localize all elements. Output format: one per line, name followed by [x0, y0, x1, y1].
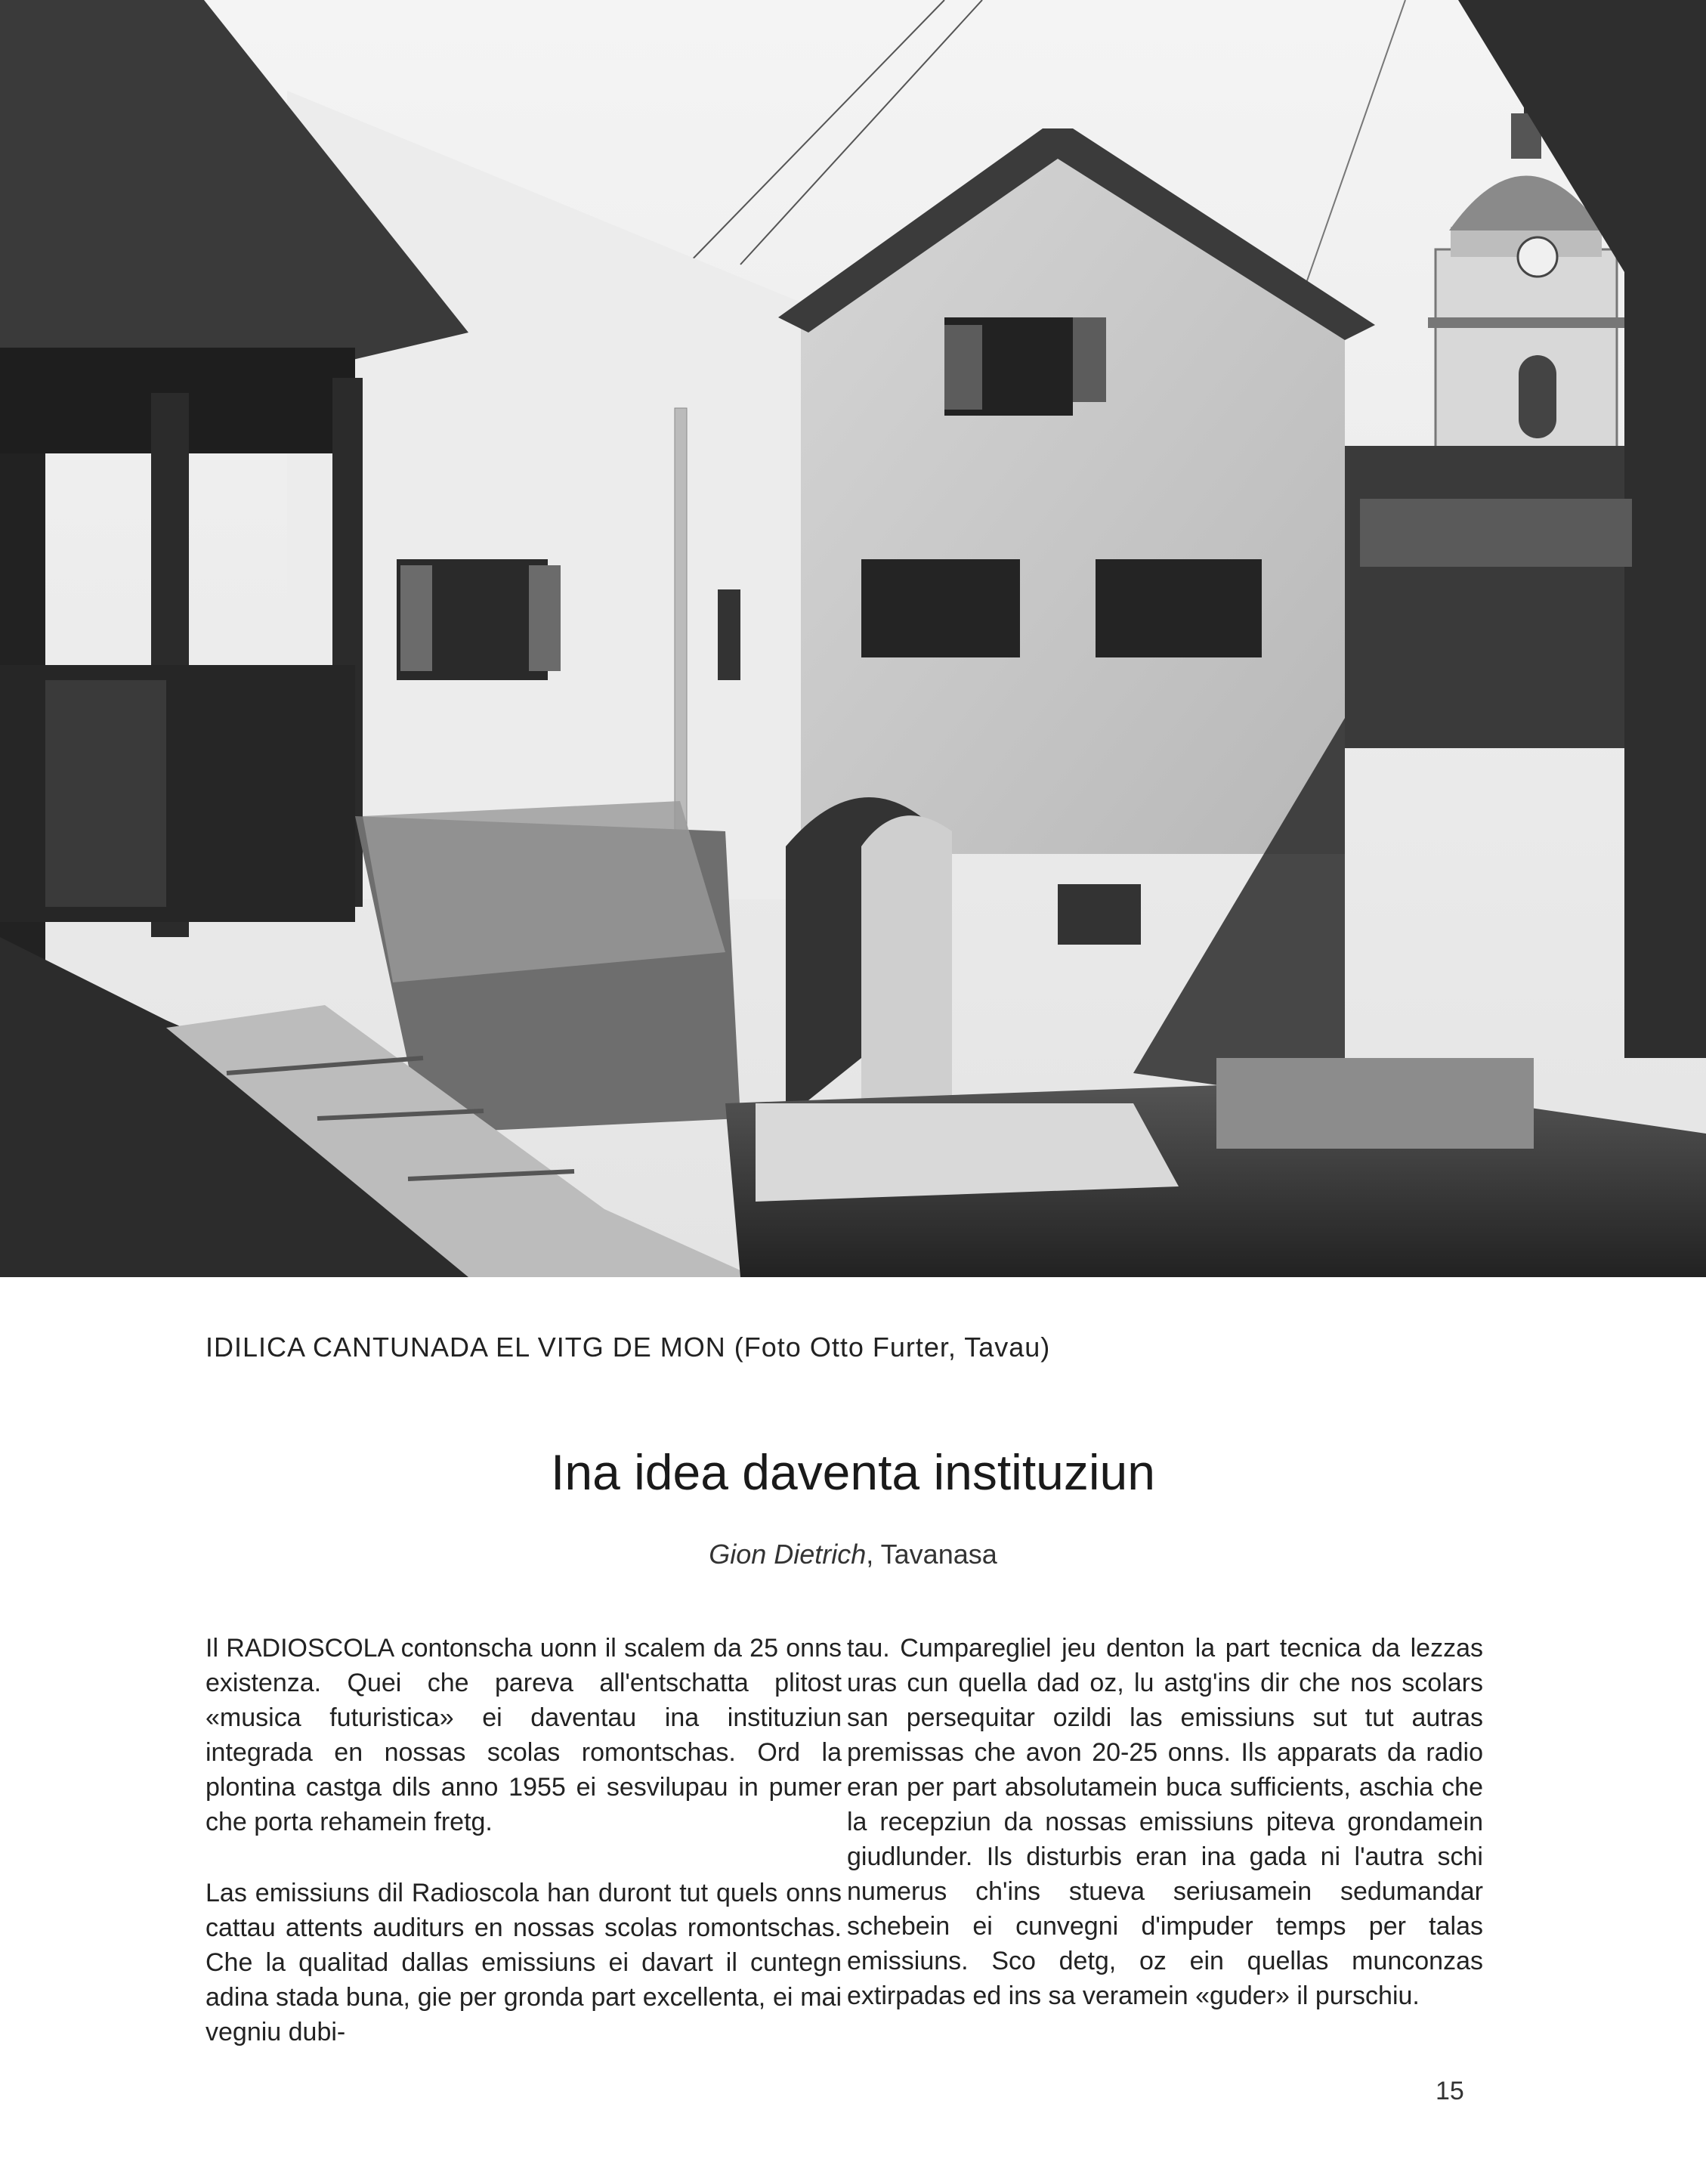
page-number: 15 — [1436, 2077, 1464, 2105]
author-name: Gion Dietrich — [709, 1539, 867, 1570]
photo-caption: IDILICA CANTUNADA EL VITG DE MON (Foto Otto Furter, Tavau) — [206, 1332, 1051, 1363]
article-column-right — [847, 1631, 1483, 2013]
author-location: , Tavanasa — [866, 1539, 997, 1570]
article-column-left — [206, 1631, 842, 2049]
article-title: Ina idea daventa instituziun — [551, 1444, 1155, 1500]
paragraph: Il RADIOSCOLA contonscha uonn il scalem da 25 onns existenza. Quei che pareva all'entschatta plitost «musica futuristica» ei daventau ina instituziun integrada en nossas scolas romontschas. Ord la plontina castga dils anno 1955 ei sesvilupau in pumer che porta rehamein fretg. — [206, 1634, 842, 1836]
byline — [0, 1539, 1706, 1570]
paragraph: tau. Cumparegliel jeu denton la part tecnica da lezzas uras cun quella dad oz, lu astg'ins dir che nos scolars san persequitar ozildi las emissiuns sut tut autras premissas che avon 20-25 onns. Ils apparats da radio eran per part absolutamein buca sufficients, aschia che la recepziun da nossas emissiuns piteva grondamein giudlunder. Ils disturbis eran ina gada ni l'autra schi numerus ch'ins stueva seriusamein sedumandar schebein ei cunvegni d'impuder temps per talas emissiuns. Sco detg, oz ein quellas munconzas extirpadas ed ins sa veramein «guder» il purschiu. — [847, 1634, 1483, 2010]
paragraph: Las emissiuns dil Radioscola han duront tut quels onns cattau attents auditurs en nossas scolas romontschas. Che la qualitad dallas emissiuns ei davart il cuntegn adina stada buna, gie per gronda part excellenta, ei mai vegniu dubi- — [206, 1879, 842, 2046]
